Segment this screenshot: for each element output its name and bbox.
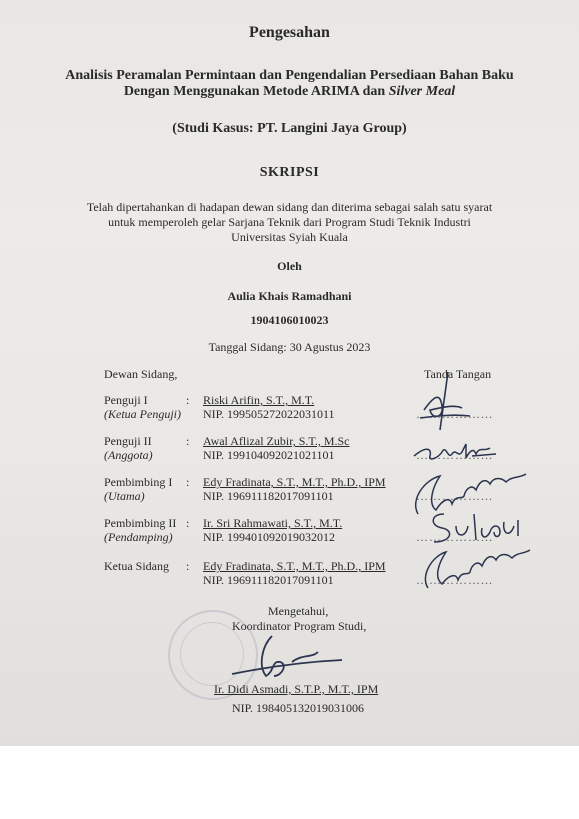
member-role-5: Ketua Sidang xyxy=(104,559,169,573)
signature-2-icon xyxy=(412,438,502,468)
signature-line-5: ……………... xyxy=(416,573,493,587)
member-nip-3: NIP. 196911182017091101 xyxy=(203,489,334,503)
committee-heading: Dewan Sidang, xyxy=(104,367,178,381)
author-nim: 1904106010023 xyxy=(250,313,329,327)
signature-1-icon xyxy=(410,370,480,434)
member-1 xyxy=(203,393,335,421)
member-nip-4: NIP. 199401092019032012 xyxy=(203,530,336,544)
colon-5: : xyxy=(186,559,190,573)
member-4 xyxy=(203,516,342,544)
colon-3: : xyxy=(186,475,190,489)
thesis-title xyxy=(0,68,579,100)
member-nip-2: NIP. 199104092021021101 xyxy=(203,448,335,462)
signature-line-1: ……………... xyxy=(416,407,493,421)
member-3 xyxy=(203,475,386,503)
approval-statement: Telah dipertahankan di hadapan dewan sidang dan diterima sebagai salah satu syarat untuk memperoleh gelar Sarjana Teknik dari Program Studi Teknik Industri Universitas Syiah Kuala xyxy=(86,200,493,244)
member-role-3: Pembimbing I (Utama) xyxy=(104,475,173,503)
signature-line-2: ……………... xyxy=(416,448,493,462)
defense-date: Tanggal Sidang: 30 Agustus 2023 xyxy=(208,340,371,354)
colon-2: : xyxy=(186,434,190,448)
signature-4-icon xyxy=(426,508,522,548)
signature-heading: Tanda Tangan xyxy=(424,367,492,381)
by-label: Oleh xyxy=(277,259,302,273)
member-name-1: Riski Arifin, S.T., M.T. xyxy=(203,393,315,407)
page-title: Pengesahan xyxy=(249,24,330,41)
coordinator-nip: NIP. 198405132019031006 xyxy=(232,701,365,715)
case-study: (Studi Kasus: PT. Langini Jaya Group) xyxy=(172,121,407,136)
coordinator-signature-icon xyxy=(222,632,352,682)
coordinator-block xyxy=(214,682,378,696)
member-name-2: Awal Aflizal Zubir, S.T., M.Sc xyxy=(203,434,350,448)
member-nip-1: NIP. 199505272022031011 xyxy=(203,407,335,421)
colon-4: : xyxy=(186,516,190,530)
member-name-4: Ir. Sri Rahmawati, S.T., M.T. xyxy=(203,516,343,530)
member-role-1: Penguji I (Ketua Penguji) xyxy=(104,393,181,421)
member-nip-5: NIP. 196911182017091101 xyxy=(203,573,334,587)
signature-line-4: ……………... xyxy=(416,530,493,544)
member-role-2: Penguji II (Anggota) xyxy=(104,434,153,462)
member-name-3: Edy Fradinata, S.T., M.T., Ph.D., IPM xyxy=(203,475,386,489)
member-5 xyxy=(203,559,386,587)
member-role-4: Pembimbing II (Pendamping) xyxy=(104,516,177,544)
author-name: Aulia Khais Ramadhani xyxy=(227,289,352,303)
thesis-title-main: Analisis Peramalan Permintaan dan Pengendalian Persediaan Bahan Baku Dengan Menggunakan Metode ARIMA dan xyxy=(65,68,514,99)
signature-line-3: ……………... xyxy=(416,489,493,503)
member-2 xyxy=(203,434,350,462)
coordinator-name: Ir. Didi Asmadi, S.T.P., M.T., IPM xyxy=(214,682,379,696)
approval-role: Koordinator Program Studi, xyxy=(232,619,367,633)
document-type: SKRIPSI xyxy=(259,165,320,180)
member-name-5: Edy Fradinata, S.T., M.T., Ph.D., IPM xyxy=(203,559,386,573)
colon-1: : xyxy=(186,393,190,407)
signature-5-icon xyxy=(414,548,532,592)
approval-known: Mengetahui, xyxy=(268,604,329,618)
thesis-title-italic: Silver Meal xyxy=(388,84,456,99)
